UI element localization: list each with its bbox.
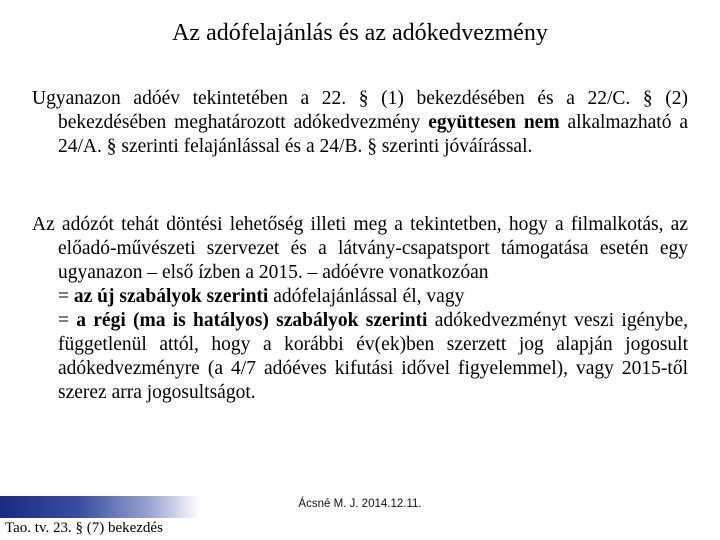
option-1-bold: az új szabályok szerinti [73, 286, 269, 307]
option-1 [32, 285, 688, 309]
paragraph-1 [32, 87, 688, 159]
footer-reference: Tao. tv. 23. § (7) bekezdés [5, 520, 163, 536]
option-2-bold: a régi (ma is hatályos) szabályok szerinti [76, 310, 428, 331]
option-2-prefix: = [58, 310, 77, 331]
paragraph-1-text [32, 87, 688, 159]
footer-gradient-bar [0, 496, 200, 518]
p1-text-a: Ugyanazon adóév tekintetében a 22. § (1) bekezdésében és a 22/C. § (2) bekezdésében meghatározott adókedvezmény [32, 88, 688, 133]
slide-title: Az adófelajánlás és az adókedvezmény [172, 20, 548, 46]
option-1-rest: adófelajánlással él, vagy [268, 286, 465, 307]
option-2 [32, 309, 688, 405]
paragraph-2 [32, 213, 688, 405]
paragraph-2-main: Az adózót tehát döntési lehetőség illeti meg a tekintetben, hogy a filmalkotás, az előadó-művészeti szervezet és a látvány-csapatsport támogatása esetén egy ugyanazon – első ízben a 2015. – adóévre vonatkozóan [32, 214, 688, 283]
option-2-rest: adókedvezményt veszi igénybe, függetlenül attól, hogy a korábbi év(ek)ben szerzett jog alapján jogosult adókedvezményre (a 4/7 adóéves kifutási idővel figyelemmel), vagy 2015-től szerez arra jogosultságot. [58, 310, 689, 403]
option-1-prefix: = [58, 286, 74, 307]
p1-emphasis: együttesen nem [428, 112, 560, 133]
p1-text-c: alkalmazható a 24/A. § szerinti felajánlással és a 24/B. § szerinti jóváírással. [58, 112, 688, 157]
footer-author: Ácsné M. J. 2014.12.11. [298, 498, 422, 510]
